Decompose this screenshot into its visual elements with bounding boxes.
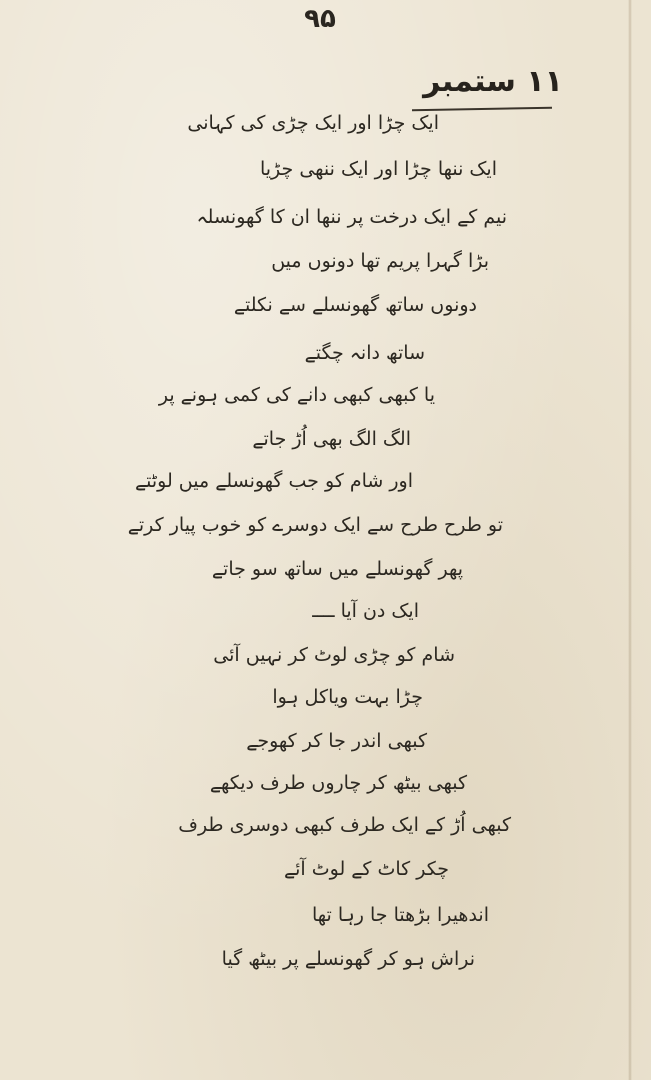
poem-line: کبھی بیٹھ کر چاروں طرف دیکھے: [209, 772, 467, 794]
poem-line: پھر گھونسلے میں ساتھ سو جاتے: [211, 558, 463, 580]
poem-line: الگ الگ بھی اُڑ جاتے: [252, 428, 411, 450]
poem-line: چکر کاٹ کے لوٹ آئے: [284, 858, 449, 880]
poem-line: نراش ہو کر گھونسلے پر بیٹھ گیا: [221, 948, 475, 970]
poem-line: اور شام کو جب گھونسلے میں لوٹتے: [134, 470, 413, 492]
page-number: ۹۵: [304, 4, 336, 34]
poem-line: ساتھ دانہ چگتے: [304, 342, 425, 364]
poem-line: دونوں ساتھ گھونسلے سے نکلتے: [233, 294, 477, 316]
poem-line: کبھی اندر جا کر کھوجے: [246, 730, 427, 752]
poem-line: بڑا گہرا پریم تھا دونوں میں: [271, 250, 489, 272]
poem-line: اندھیرا بڑھتا جا رہا تھا: [312, 904, 489, 926]
poem-line: یا کبھی کبھی دانے کی کمی ہونے پر: [158, 384, 435, 406]
poem-line: ایک دن آیا ــــ: [312, 600, 419, 622]
poem-line: تو طرح طرح سے ایک دوسرے کو خوب پیار کرتے: [127, 514, 503, 536]
poem-line: ایک ننھا چڑا اور ایک ننھی چڑیا: [259, 158, 497, 180]
poem-line: کبھی اُڑ کے ایک طرف کبھی دوسری طرف: [178, 814, 511, 836]
poem-line: نیم کے ایک درخت پر ننھا ان کا گھونسلہ: [196, 206, 507, 228]
poem-line: ایک چڑا اور ایک چڑی کی کہانی: [187, 112, 439, 134]
poem-line: چڑا بہت ویاکل ہوا: [272, 686, 423, 708]
poem-line: شام کو چڑی لوٹ کر نہیں آئی: [213, 644, 455, 666]
date-heading: ۱۱ ستمبر: [423, 64, 563, 99]
